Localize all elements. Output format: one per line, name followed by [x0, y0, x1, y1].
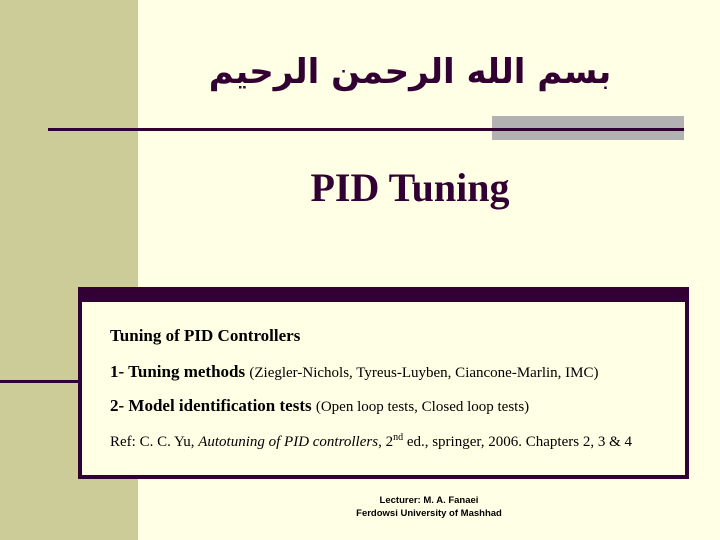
footer-university: Ferdowsi University of Mashhad: [356, 508, 502, 519]
tuning-methods-detail: (Ziegler-Nichols, Tyreus-Luyben, Ciancone-Marlin, IMC): [249, 365, 599, 381]
ref-prefix: Ref: C. C. Yu,: [110, 434, 199, 450]
ref-edition-num: , 2: [378, 434, 394, 450]
title-rule: [48, 128, 684, 131]
ref-edition-sup: nd: [393, 432, 404, 443]
tuning-methods-label: 1- Tuning methods: [110, 362, 246, 381]
ref-book-title: Autotuning of PID controllers: [198, 434, 379, 450]
box-heading: Tuning of PID Controllers: [110, 326, 301, 345]
model-identification-detail: (Open loop tests, Closed loop tests): [315, 399, 530, 415]
model-identification-label: 2- Model identification tests: [110, 396, 312, 415]
tuning-methods-item: [110, 362, 598, 382]
reference-line: [110, 432, 632, 451]
footer: [138, 494, 720, 520]
ref-suffix: ed., springer, 2006. Chapters 2, 3 & 4: [403, 434, 633, 450]
model-identification-item: [110, 396, 529, 416]
arabic-heading: بسم الله الرحمن الرحيم: [208, 52, 612, 92]
content-box-inner: [82, 302, 685, 475]
slide-title: PID Tuning: [310, 165, 510, 210]
content-box: [78, 287, 689, 479]
footer-lecturer: Lecturer: M. A. Fanaei: [379, 495, 479, 506]
